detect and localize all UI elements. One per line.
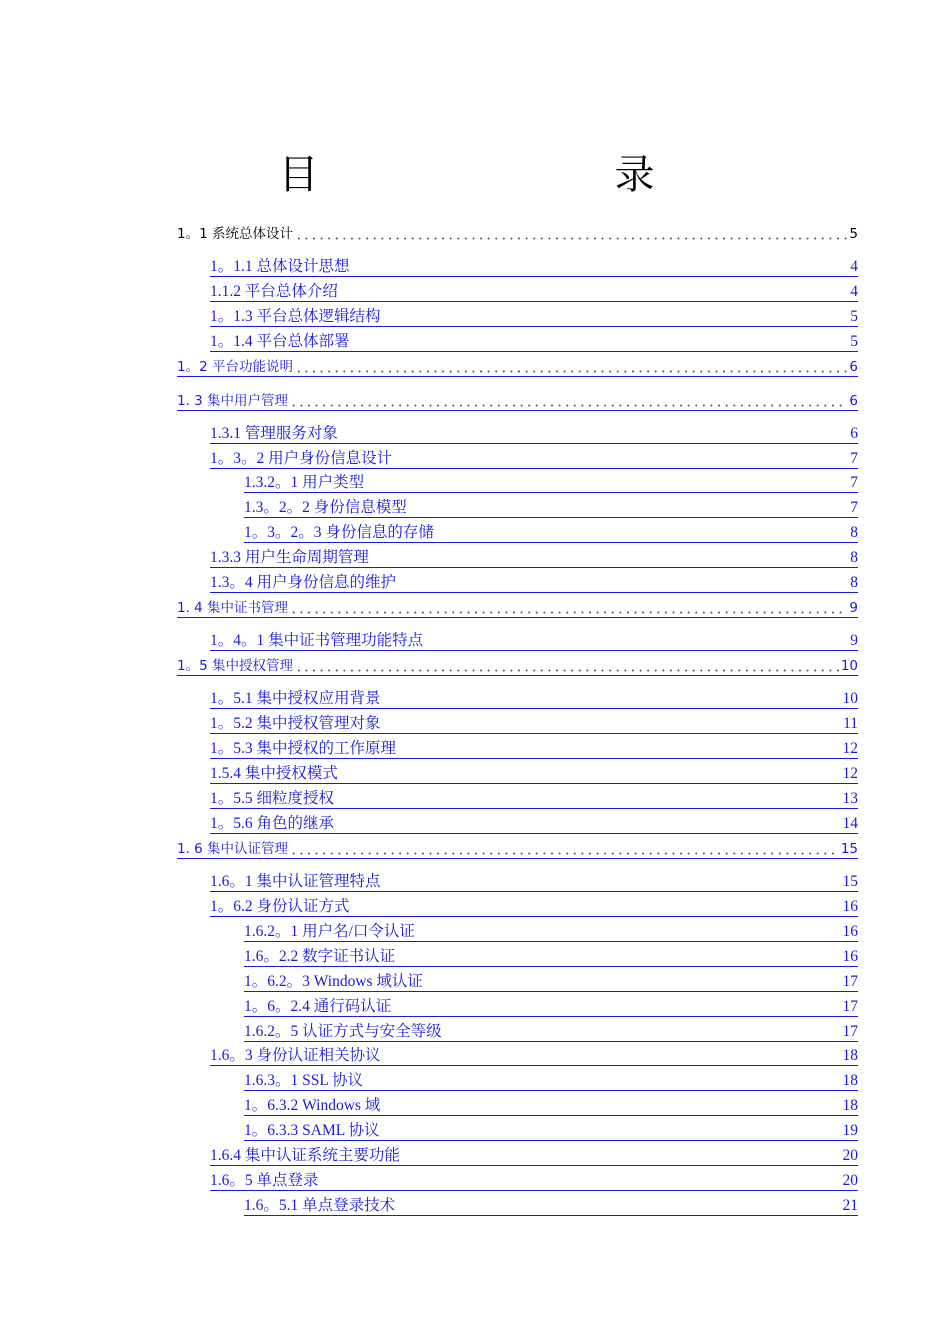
toc-entry-page-number: 16: [842, 898, 858, 915]
toc-entry[interactable]: [210, 1170, 858, 1191]
toc-entry-label: 1.3.3 用户生命周期管理: [210, 549, 369, 566]
toc-entry-label: 1.6.2。1 用户名/口令认证: [244, 923, 415, 940]
toc-entry-page-number: 4: [850, 258, 858, 275]
toc-entry-page-number: 17: [842, 1023, 858, 1040]
toc-entry[interactable]: [210, 788, 858, 809]
toc-entry-page-number: 10: [842, 690, 858, 707]
toc-entry[interactable]: [210, 547, 858, 568]
toc-entry-page-number: 16: [842, 923, 858, 940]
toc-entry-label: 1。5.1 集中授权应用背景: [210, 690, 381, 707]
toc-entry[interactable]: [210, 281, 858, 302]
dot-leader: [290, 601, 847, 614]
toc-entry[interactable]: [210, 306, 858, 327]
toc-entry-page-number: 15: [840, 841, 858, 857]
toc-entry[interactable]: [210, 1045, 858, 1066]
toc-entry-page-number: 21: [842, 1197, 858, 1214]
toc-entry[interactable]: [177, 838, 858, 859]
toc-entry[interactable]: [210, 896, 858, 917]
toc-entry-page-number: 18: [842, 1047, 858, 1064]
toc-entry-label: 1.1.2 平台总体介绍: [210, 283, 338, 300]
toc-entry-page-number: 14: [842, 815, 858, 832]
toc-entry-label: 1.5.4 集中授权模式: [210, 765, 338, 782]
toc-entry[interactable]: [210, 688, 858, 709]
toc-entry-page-number: 7: [850, 474, 858, 491]
toc-entry-page-number: 8: [850, 574, 858, 591]
toc-entry-label: 1。1.4 平台总体部署: [210, 333, 350, 350]
toc-entry[interactable]: [177, 223, 858, 243]
page-title: 目 录: [278, 152, 727, 198]
toc-entry-page-number: 19: [842, 1122, 858, 1139]
toc-entry-label: 1.6。5 单点登录: [210, 1172, 319, 1189]
toc-entry-page-number: 5: [850, 308, 858, 325]
toc-entry[interactable]: [210, 572, 858, 593]
toc-entry[interactable]: [244, 1070, 858, 1091]
toc-entry-label: 1。1.1 总体设计思想: [210, 258, 350, 275]
toc-entry-label: 1. 3 集中用户管理: [177, 393, 289, 409]
toc-entry[interactable]: [210, 871, 858, 892]
toc-entry-page-number: 17: [842, 998, 858, 1015]
toc-entry-label: 1。3。2。3 身份信息的存储: [244, 524, 434, 541]
toc-entry-label: 1。6。2.4 通行码认证: [244, 998, 392, 1015]
toc-entry-label: 1.3.1 管理服务对象: [210, 425, 338, 442]
toc-entry-label: 1。6.3.2 Windows 域: [244, 1097, 381, 1114]
toc-entry[interactable]: [210, 763, 858, 784]
toc-entry-page-number: 11: [843, 715, 858, 732]
toc-entry-page-number: 8: [850, 524, 858, 541]
toc-entry-page-number: 5: [849, 226, 858, 242]
toc-entry-page-number: 12: [842, 740, 858, 757]
toc-entry[interactable]: [244, 971, 858, 992]
toc-entry-page-number: 20: [842, 1172, 858, 1189]
toc-entry-label: 1.6.3。1 SSL 协议: [244, 1072, 364, 1089]
toc-entry-page-number: 9: [849, 600, 858, 616]
toc-entry-page-number: 18: [842, 1097, 858, 1114]
dot-leader: [295, 360, 847, 373]
toc-entry[interactable]: [244, 996, 858, 1017]
toc-entry-label: 1.6。2.2 数字证书认证: [244, 948, 396, 965]
toc-entry-label: 1.6。3 身份认证相关协议: [210, 1047, 381, 1064]
toc-entry-label: 1.6.2。5 认证方式与安全等级: [244, 1023, 442, 1040]
toc-entry[interactable]: [210, 256, 858, 277]
toc-entry[interactable]: [210, 813, 858, 834]
toc-entry-page-number: 10: [840, 658, 858, 674]
toc-entry[interactable]: [210, 331, 858, 352]
toc-entry-label: 1。2 平台功能说明: [177, 359, 293, 375]
toc-entry-label: 1。6.3.3 SAML 协议: [244, 1122, 380, 1139]
toc-entry-page-number: 15: [842, 873, 858, 890]
toc-entry[interactable]: [244, 1021, 858, 1042]
toc-entry-page-number: 16: [842, 948, 858, 965]
toc-entry[interactable]: [210, 630, 858, 651]
toc-entry-label: 1.3。2。2 身份信息模型: [244, 499, 407, 516]
toc-entry[interactable]: [177, 655, 858, 676]
toc-entry[interactable]: [244, 472, 858, 493]
toc-entry[interactable]: [244, 522, 858, 543]
toc-entry-page-number: 4: [850, 283, 858, 300]
toc-entry-page-number: 9: [850, 632, 858, 649]
toc-entry-label: 1.6.4 集中认证系统主要功能: [210, 1147, 400, 1164]
toc-entry-page-number: 6: [849, 359, 858, 375]
toc-entry[interactable]: [244, 946, 858, 967]
toc-entry[interactable]: [244, 1095, 858, 1116]
dot-leader: [295, 227, 847, 240]
toc-entry-label: 1。6.2。3 Windows 域认证: [244, 973, 423, 990]
toc-entry[interactable]: [177, 356, 858, 377]
toc-entry-page-number: 5: [850, 333, 858, 350]
toc-entry[interactable]: [210, 713, 858, 734]
toc-entry-label: 1.6。1 集中认证管理特点: [210, 873, 381, 890]
toc-entry-page-number: 12: [842, 765, 858, 782]
toc-entry-label: 1. 4 集中证书管理: [177, 600, 289, 616]
toc-entry-label: 1.6。5.1 单点登录技术: [244, 1197, 396, 1214]
toc-entry[interactable]: [244, 1120, 858, 1141]
toc-entry-label: 1.3。4 用户身份信息的维护: [210, 574, 397, 591]
toc-entry[interactable]: [244, 921, 858, 942]
toc-entry-label: 1。1.3 平台总体逻辑结构: [210, 308, 381, 325]
toc-entry[interactable]: [244, 1195, 858, 1216]
toc-entry-page-number: 18: [842, 1072, 858, 1089]
dot-leader: [290, 842, 839, 855]
toc-entry[interactable]: [210, 738, 858, 759]
toc-entry-label: 1。5.2 集中授权管理对象: [210, 715, 381, 732]
toc-entry[interactable]: [177, 390, 858, 411]
dot-leader: [290, 394, 847, 407]
toc-entry-label: 1。6.2 身份认证方式: [210, 898, 350, 915]
toc-entry-page-number: 20: [842, 1147, 858, 1164]
toc-entry-label: 1。3。2 用户身份信息设计: [210, 450, 393, 467]
toc-entry-label: 1。1 系统总体设计: [177, 226, 293, 242]
toc-entry-page-number: 6: [849, 393, 858, 409]
dot-leader: [295, 659, 839, 672]
toc-entry-label: 1.3.2。1 用户类型: [244, 474, 365, 491]
toc-entry-page-number: 13: [842, 790, 858, 807]
toc-entry[interactable]: [244, 497, 858, 518]
toc-entry-page-number: 17: [842, 973, 858, 990]
toc-entry-page-number: 8: [850, 549, 858, 566]
toc-entry-page-number: 7: [850, 450, 858, 467]
toc-entry-page-number: 7: [850, 499, 858, 516]
toc-entry-label: 1。5.5 细粒度授权: [210, 790, 335, 807]
toc-entry-label: 1。4。1 集中证书管理功能特点: [210, 632, 424, 649]
toc-entry-label: 1。5.6 角色的继承: [210, 815, 335, 832]
toc-entry[interactable]: [177, 597, 858, 618]
toc-entry-label: 1。5 集中授权管理: [177, 658, 293, 674]
toc-entry[interactable]: [210, 1145, 858, 1166]
toc-entry-label: 1. 6 集中认证管理: [177, 841, 289, 857]
toc-entry[interactable]: [210, 448, 858, 469]
toc-entry-page-number: 6: [850, 425, 858, 442]
toc-entry[interactable]: [210, 423, 858, 444]
toc-entry-label: 1。5.3 集中授权的工作原理: [210, 740, 397, 757]
